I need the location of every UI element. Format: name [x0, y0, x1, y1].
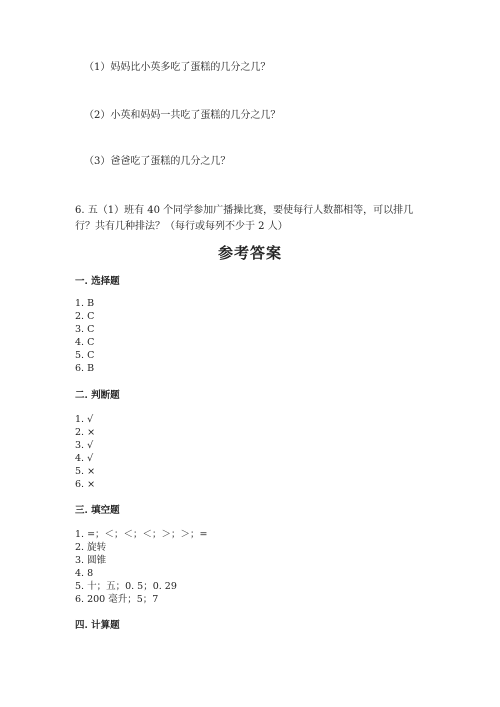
answer-item: 1. =；＜；＜；＜；＞；＞；=: [75, 529, 208, 540]
problem-6: 6. 五（1）班有 40 个同学参加广播操比赛，要使每行人数都相等，可以排几行？共有几种排法？（每行或每列不少于 2 人）: [75, 205, 414, 232]
question-2: （2）小英和妈妈一共吃了蛋糕的几分之几？: [84, 110, 281, 121]
answer-item: 5. C: [75, 350, 95, 361]
answer-item: 1. √: [75, 414, 94, 425]
answer-item: 4. C: [75, 337, 95, 348]
answer-item: 6. B: [75, 363, 95, 374]
answer-item: 4. √: [75, 453, 94, 464]
answer-list-choice: [75, 297, 94, 375]
answer-item: 2. C: [75, 311, 95, 322]
answer-item: 3. C: [75, 324, 95, 335]
answer-item: 6. ×: [75, 479, 96, 490]
question-1: （1）妈妈比小英多吃了蛋糕的几分之几？: [84, 62, 271, 73]
answer-item: 2. 旋转: [75, 542, 107, 553]
answer-item: 5. 十；五；0. 5；0. 29: [75, 581, 177, 592]
section-heading-fill-in: 三. 填空题: [75, 505, 120, 516]
answer-item: 6. 200 毫升；5；7: [75, 594, 159, 605]
answer-item: 1. B: [75, 298, 95, 309]
question-3: （3）爸爸吃了蛋糕的几分之几？: [84, 156, 231, 167]
answer-item: 5. ×: [75, 466, 96, 477]
answer-list-judgement: [75, 413, 95, 491]
answer-item: 2. ×: [75, 427, 96, 438]
answer-item: 3. 圆锥: [75, 555, 107, 566]
section-heading-judgement: 二. 判断题: [75, 390, 120, 401]
answer-item: 3. √: [75, 440, 94, 451]
section-heading-choice: 一. 选择题: [75, 276, 120, 287]
answer-item: 4. 8: [75, 568, 94, 579]
answer-title: 参考答案: [217, 244, 282, 262]
answer-list-fill-in: [75, 528, 208, 606]
section-heading-calculation: 四. 计算题: [75, 620, 120, 631]
